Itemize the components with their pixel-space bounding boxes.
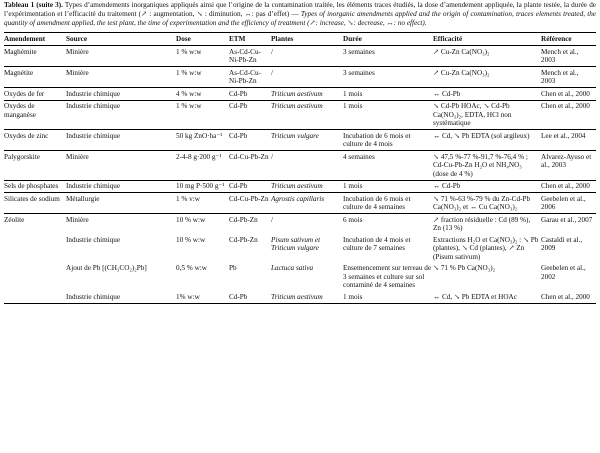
cell-etm: Cd-Cu-Pb-Zn: [229, 151, 271, 181]
cell-source: Minière: [66, 151, 176, 181]
cell-reference: Mench et al., 2003: [541, 67, 596, 88]
cell-plantes: Pisum sativum et Triticum vulgare: [271, 235, 321, 253]
cell-efficacite: ↗ fraction résiduelle : Cd (89 %), Zn (13 %): [433, 214, 541, 235]
cell-source: Ajout de Pb [(CH₃CO₂)₂Pb]: [66, 264, 147, 273]
cell-duree: 3 semaines: [343, 47, 375, 56]
header-amendement: Amendement: [4, 32, 66, 46]
cell-amendement: Palygorskite: [4, 151, 66, 181]
cell-dose: 1% w:w: [176, 291, 229, 303]
cell-efficacite: ↘ 47,5 %-77 %-91,7 %-76,4 % ; Cd-Cu-Pb-Zn H₂O et NH₄NO₃ (dose de 4 %): [433, 151, 541, 181]
cell-dose: 50 kg ZnO·ha⁻¹: [176, 130, 229, 151]
cell-amendement: Sels de phosphates: [4, 180, 66, 193]
cell-amendement: Maghémite: [4, 47, 37, 56]
cell-source: Minière: [66, 67, 176, 88]
cell-reference: Alvarez-Ayuso et al., 2003: [541, 151, 596, 181]
cell-dose: 10 mg P·500 g⁻¹: [176, 180, 229, 193]
header-efficacite: Efficacité: [433, 32, 541, 46]
cell-efficacite: ↘ 71 % Pb Ca(NO₃)₂: [433, 264, 496, 273]
cell-plantes: Agrostis capillaris: [271, 193, 343, 214]
table-row: [4, 214, 596, 235]
cell-efficacite: ↘ Cd-Pb HOAc, ↘ Cd-Pb Ca(NO₃)₂, EDTA, HCl non systématique: [433, 100, 541, 130]
cell-dose: 1 % w:w: [176, 47, 202, 56]
cell-plantes: /: [271, 214, 343, 235]
header-dose: Dose: [176, 32, 229, 46]
header-duree: Durée: [343, 32, 433, 46]
cell-reference: Chen et al., 2000: [541, 180, 596, 193]
table-row: [4, 263, 596, 292]
cell-reference: Chen et al., 2000: [541, 291, 596, 303]
cell-source: Industrie chimique: [66, 100, 176, 130]
cell-duree: Incubation de 6 mois et culture de 4 semaines: [343, 193, 433, 214]
cell-efficacite: ↔ Cd, ↘ Pb EDTA (sol argileux): [433, 130, 541, 151]
cell-duree: 1 mois: [343, 100, 433, 130]
cell-source: Industrie chimique: [66, 88, 176, 101]
cell-source: Industrie chimique: [66, 235, 121, 244]
cell-duree: 6 mois: [343, 214, 433, 235]
cell-duree: Ensemencement sur terreau de 3 semaines et culture sur sol contaminé de 4 semaines: [343, 264, 432, 290]
header-etm: ETM: [229, 32, 271, 46]
cell-efficacite: ↗ Cu-Zn Ca(NO₃)₂: [433, 47, 490, 56]
table-row: [4, 180, 596, 193]
table-row: [4, 291, 596, 303]
cell-etm: Cd-Pb: [229, 180, 271, 193]
cell-reference: Garau et al., 2007: [541, 214, 596, 235]
table-header-row: [4, 32, 596, 46]
cell-plantes: /: [271, 151, 343, 181]
table-row: [4, 151, 596, 181]
cell-efficacite: ↗ Cu-Zn Ca(NO₃)₂: [433, 67, 541, 88]
caption-label: Tableau 1 (suite 3).: [4, 1, 63, 9]
cell-dose: 1 % w:w: [176, 100, 229, 130]
cell-source: Minière: [66, 47, 89, 56]
cell-plantes: /: [271, 47, 273, 56]
cell-source: Minière: [66, 214, 176, 235]
cell-duree: 1 mois: [343, 88, 433, 101]
cell-amendement: Magnétite: [4, 67, 66, 88]
cell-duree: 4 semaines: [343, 151, 433, 181]
cell-reference: Geebelen et al., 2006: [541, 193, 596, 214]
header-reference: Référence: [541, 32, 596, 46]
cell-dose: 1 % v:w: [176, 193, 229, 214]
cell-etm: As-Cd-Cu-Ni-Pb-Zn: [229, 67, 271, 88]
cell-reference: Lee et al., 2004: [541, 130, 596, 151]
cell-etm: As-Cd-Cu-Ni-Pb-Zn: [229, 47, 261, 65]
table-row: [4, 100, 596, 130]
cell-amendement: Silicates de sodium: [4, 193, 66, 214]
table-row: [4, 193, 596, 214]
cell-duree: Incubation de 4 mois et culture de 7 semaines: [343, 235, 411, 253]
cell-amendement: [4, 263, 66, 292]
cell-reference: Chen et al., 2000: [541, 88, 596, 101]
cell-source: Industrie chimique: [66, 130, 176, 151]
cell-etm: Cd-Pb: [229, 100, 271, 130]
caption-text-en: Types of inorganic amendments applied and the origin of contamination, traces elements treated, the quantity of amendment applied, the test plant, the time of experimentation and the efficiency of treatment (↗: increase, ↘: decrease, ↔: no effect).: [4, 9, 596, 27]
cell-amendement: Zéolite: [4, 214, 66, 235]
cell-dose: 2-4-8 g·200 g⁻¹: [176, 151, 229, 181]
cell-efficacite: ↔ Cd, ↘ Pb EDTA et HOAc: [433, 291, 541, 303]
cell-source: Industrie chimique: [66, 180, 176, 193]
table-row: [4, 88, 596, 101]
cell-etm: Cd-Pb-Zn: [229, 235, 258, 244]
cell-dose: 10 % w:w: [176, 214, 229, 235]
cell-duree: 1 mois: [343, 291, 433, 303]
cell-dose: 0,5 % w:w: [176, 264, 207, 273]
cell-source: Métallurgie: [66, 193, 176, 214]
cell-efficacite: Extractions H₂O et Ca(NO₃)₂ : ↘ Pb (plantes), ↘ Cd (plantes), ↗ Zn (Pisum sativum): [433, 235, 539, 261]
cell-etm: Cd-Pb: [229, 88, 271, 101]
cell-dose: 10 % w:w: [176, 235, 206, 244]
cell-plantes: Triticum aestivum: [271, 88, 343, 101]
cell-efficacite: ↔ Cd-Pb: [433, 180, 541, 193]
table-row: [4, 67, 596, 88]
cell-reference: Castaldi et al., 2009: [541, 235, 583, 253]
caption-text-fr: Types d’amendements inorganiques appliqués ainsi que l’origine de la contamination traitée, les éléments traces étudiés, la dose d’amendement appliquée, la plante testée, la durée de l’expérimentation et l’efficacité du traitement (↗ : augmentation, ↘ : diminution, ↔: pas d’effet) —: [4, 1, 596, 18]
table-row: [4, 234, 596, 263]
cell-plantes: Triticum aestivum: [271, 180, 343, 193]
cell-amendement: Oxydes de zinc: [4, 130, 66, 151]
cell-plantes: /: [271, 67, 343, 88]
cell-etm: Cd-Cu-Pb-Zn: [229, 193, 271, 214]
cell-plantes: Triticum vulgare: [271, 130, 343, 151]
cell-plantes: Triticum aestivum: [271, 100, 343, 130]
cell-duree: Incubation de 6 mois et culture de 4 mois: [343, 130, 433, 151]
cell-reference: Mench et al., 2003: [541, 47, 579, 65]
cell-duree: 1 mois: [343, 180, 433, 193]
cell-amendement: [4, 234, 66, 263]
cell-reference: Chen et al., 2000: [541, 100, 596, 130]
cell-dose: 4 % w:w: [176, 88, 229, 101]
cell-reference: Geebelen et al., 2002: [541, 264, 586, 281]
cell-etm: Pb: [229, 264, 237, 273]
table-row: [4, 130, 596, 151]
cell-amendement: Oxydes de fer: [4, 88, 66, 101]
table-caption: [4, 1, 596, 28]
cell-source: Industrie chimique: [66, 291, 176, 303]
cell-etm: Cd-Pb: [229, 130, 271, 151]
cell-amendement: [4, 291, 66, 303]
cell-plantes: Triticum aestivum: [271, 291, 343, 303]
table-row: [4, 46, 596, 67]
header-plantes: Plantes: [271, 32, 343, 46]
cell-etm: Cd-Pb-Zn: [229, 214, 271, 235]
cell-efficacite: ↘ 71 %-63 %-79 % du Zn-Cd-Pb Ca(NO₃)₂ et ↔ Cu Ca(NO₃)₂: [433, 193, 541, 214]
cell-dose: 1 % w:w: [176, 67, 229, 88]
cell-efficacite: ↔ Cd-Pb: [433, 88, 541, 101]
cell-etm: Cd-Pb: [229, 291, 271, 303]
header-source: Source: [66, 32, 176, 46]
cell-amendement: Oxydes de manganèse: [4, 100, 66, 130]
cell-plantes: Lactuca sativa: [271, 264, 314, 273]
amendments-table: [4, 32, 596, 304]
cell-duree: 3 semaines: [343, 67, 433, 88]
